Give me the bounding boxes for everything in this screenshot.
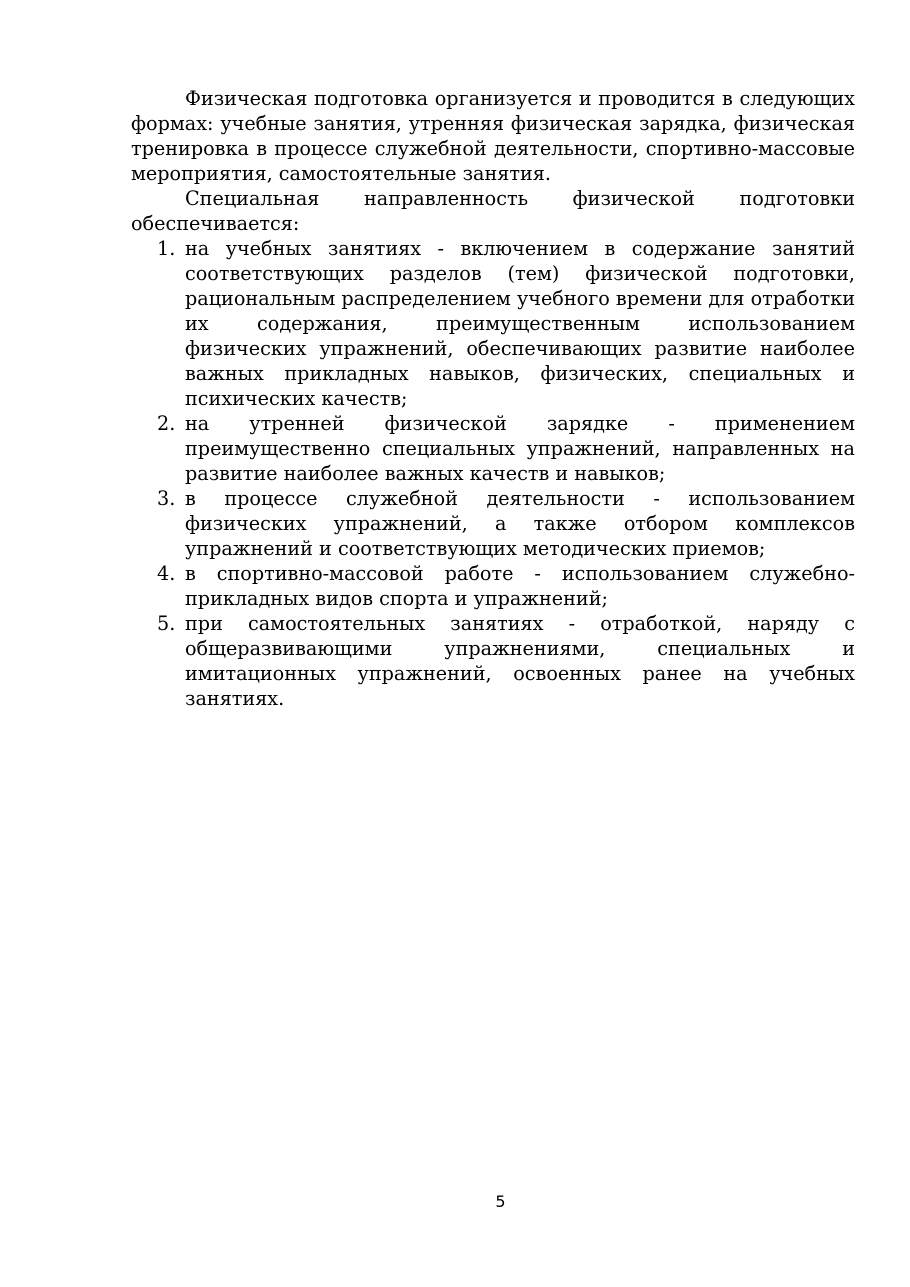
list-item-text: при самостоятельных занятиях - отработкой, наряду с общеразвивающими упражнениями, специальных и имитационных упражнений, освоенных ранее на учебных занятиях. <box>185 612 855 710</box>
list-item-text: на утренней физической зарядке - применением преимущественно специальных упражнений, направленных на развитие наиболее важных качеств и навыков; <box>185 412 855 485</box>
list-item-number: 3. <box>157 487 176 510</box>
list-item-number: 5. <box>157 612 176 635</box>
list-item <box>131 561 855 611</box>
paragraph-training-forms: Физическая подготовка организуется и проводится в следующих формах: учебные занятия, утренняя физическая зарядка, физическая тренировка в процессе служебной деятельности, спортивно-массовые мероприятия, самостоятельные занятия. <box>131 87 855 185</box>
list-item <box>131 236 855 411</box>
numbered-list <box>131 236 855 711</box>
list-item-text: на учебных занятиях - включением в содержание занятий соответствующих разделов (тем) физической подготовки, рациональным распределением учебного времени для отработки их содержания, преимущественным использованием физических упражнений, обеспечивающих развитие наиболее важных прикладных навыков, физических, специальных и психических качеств; <box>185 237 855 410</box>
paragraph-special-direction: Специальная направленность физической подготовки обеспечивается: <box>131 187 855 235</box>
list-item-number: 4. <box>157 562 176 585</box>
list-item-number: 2. <box>157 412 176 435</box>
list-item <box>131 411 855 486</box>
page-number: 5 <box>495 1192 506 1211</box>
list-item-number: 1. <box>157 237 176 260</box>
list-item <box>131 611 855 711</box>
list-item <box>131 486 855 561</box>
page-body <box>131 86 855 711</box>
list-item-text: в процессе служебной деятельности - использованием физических упражнений, а также отбором комплексов упражнений и соответствующих методических приемов; <box>185 487 855 560</box>
list-item-text: в спортивно-массовой работе - использованием служебно-прикладных видов спорта и упражнений; <box>185 562 855 610</box>
